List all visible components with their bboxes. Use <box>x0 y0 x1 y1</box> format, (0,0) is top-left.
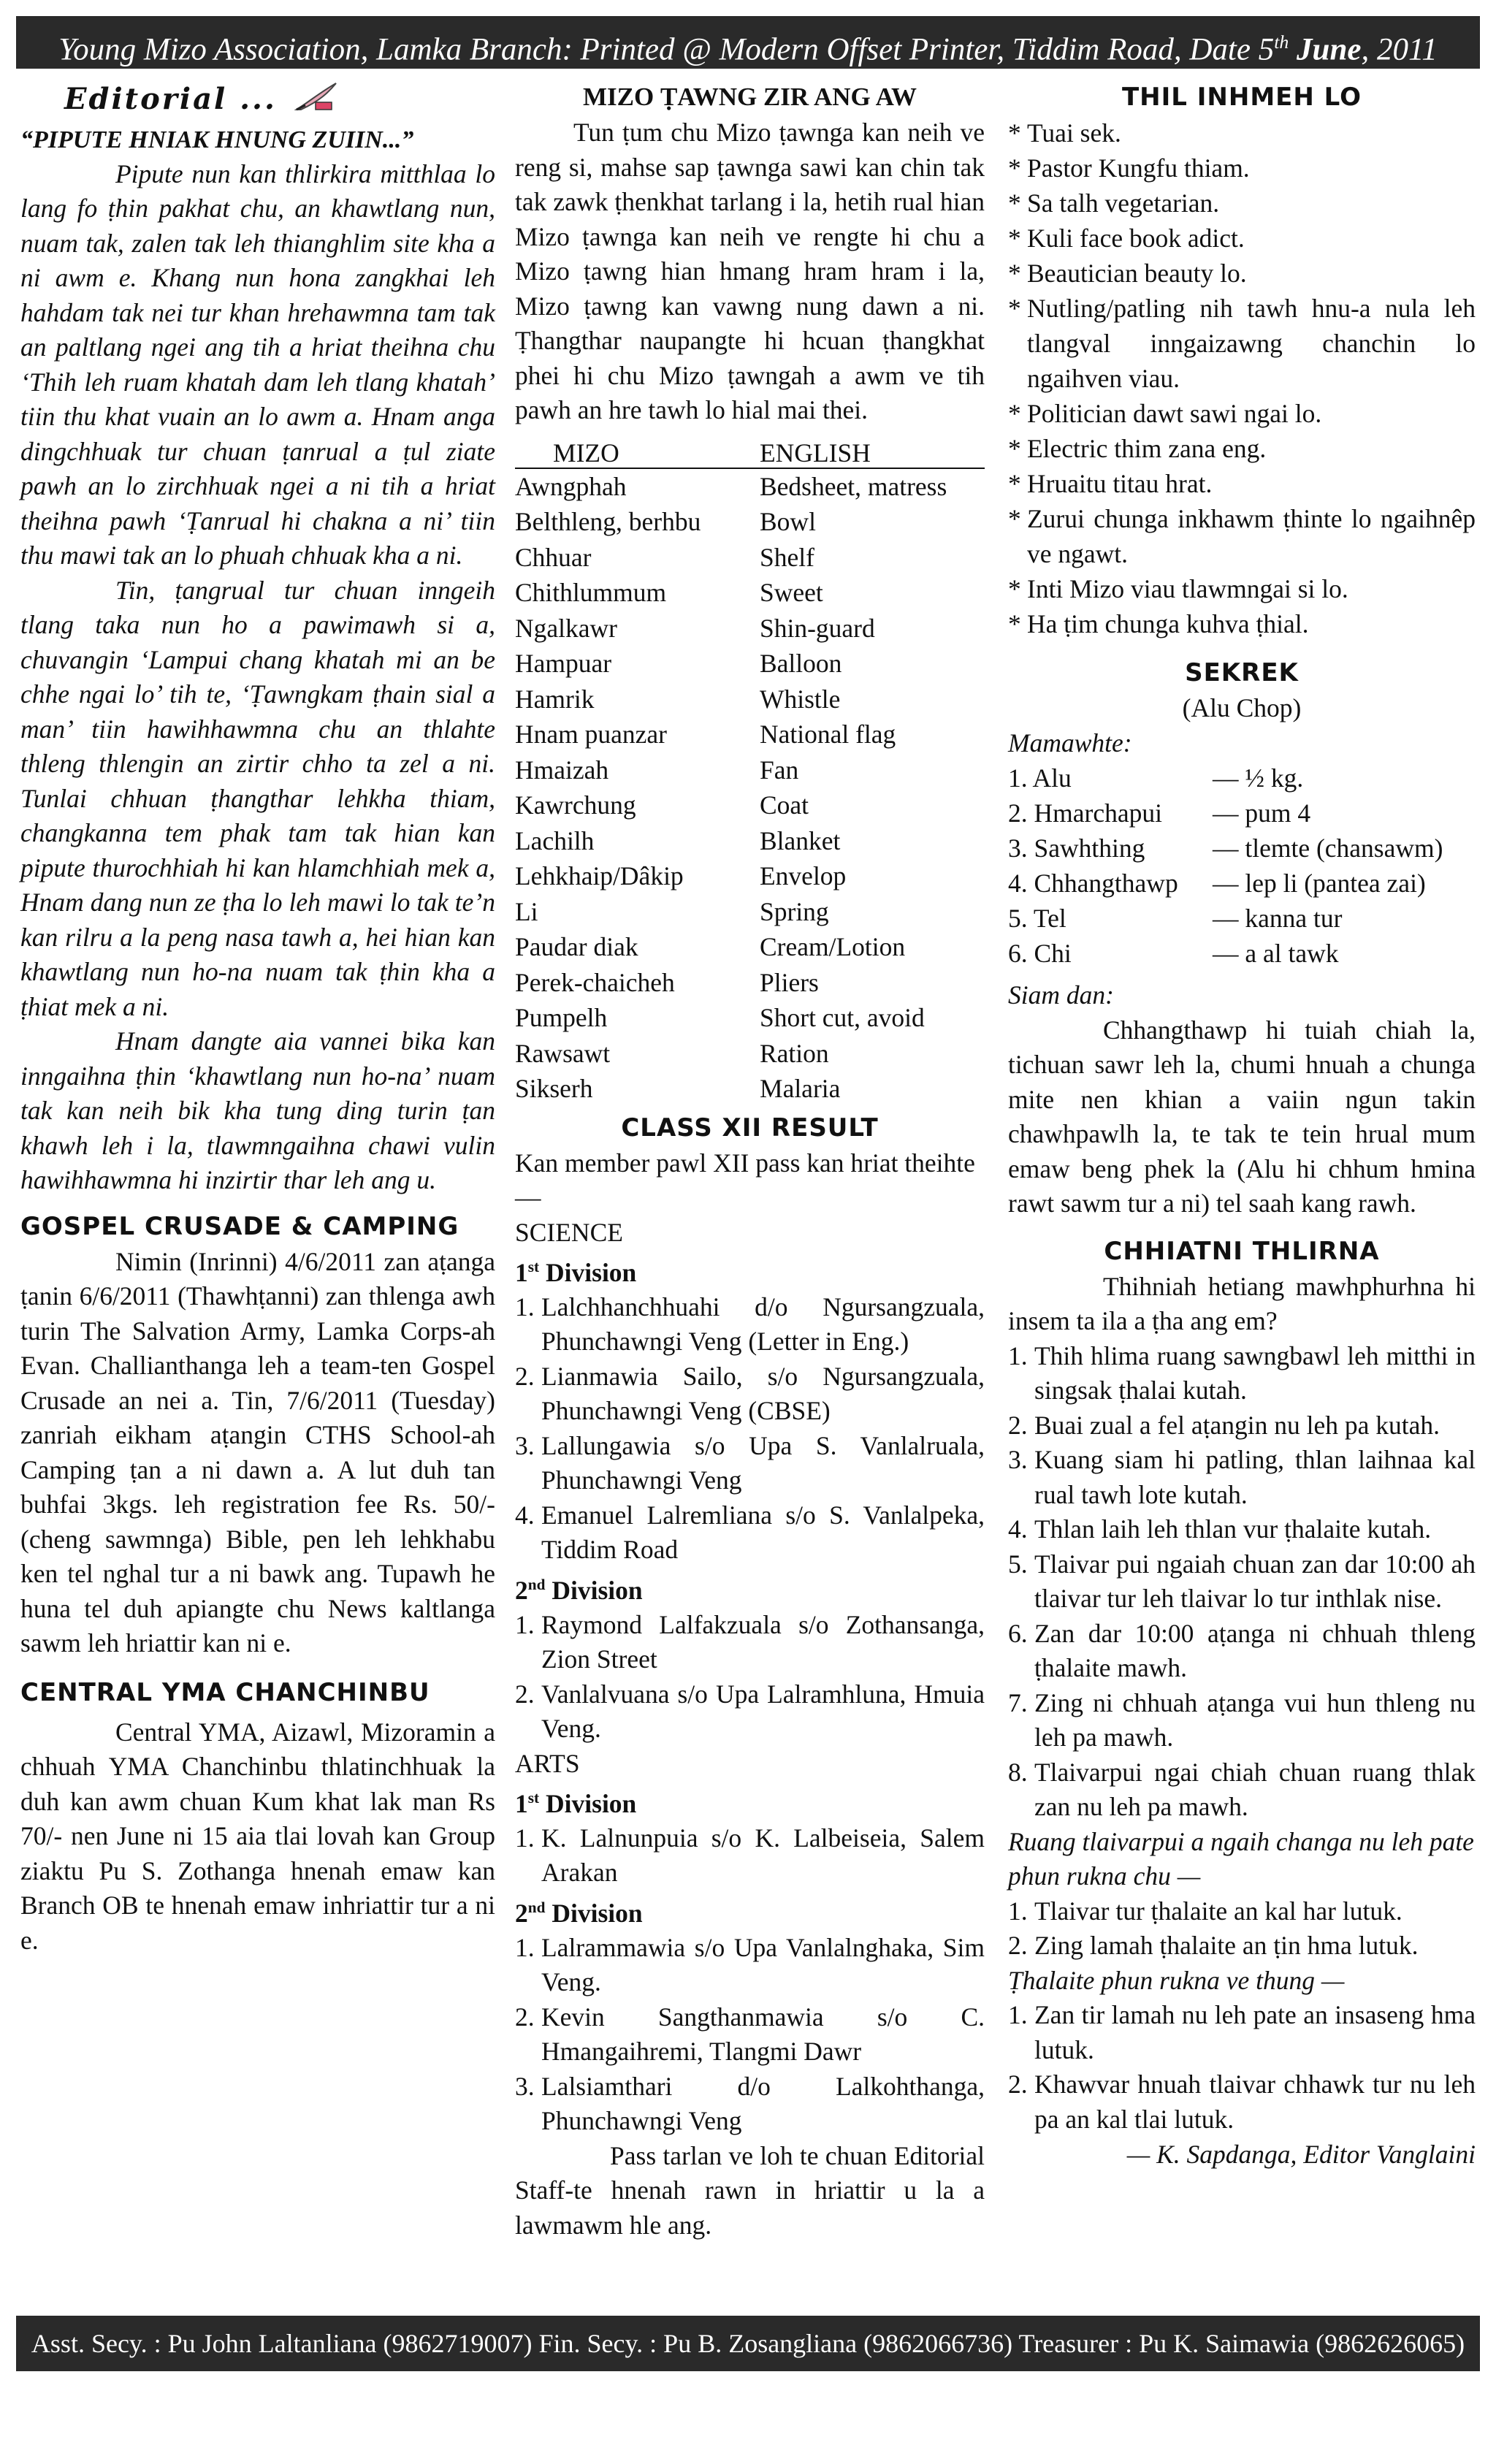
vocab-english: National flag <box>760 720 896 749</box>
list-text: Zan tir lamah nu leh pate an insaseng hma lutuk. <box>1034 2000 1476 2064</box>
list-item <box>1008 221 1476 256</box>
list-item <box>1008 396 1476 431</box>
chhiatni-list <box>1008 1894 1476 1964</box>
ingredient-qty: — lep li (pantea zai) <box>1213 869 1426 898</box>
list-text: Nutling/patling nih tawh hnu-a nula leh tlangval inngaizawng chanchin lo ngaihven viau. <box>1027 294 1476 393</box>
gospel-text: Nimin (Inrinni) 4/6/2011 zan aṭanga ṭanin 6/6/2011 (Thawhṭanni) zan thlenga awh turin The Salvation Army, Lamka Corps-ah Evan. Challianthanga leh a team-ten Gospel Crusade an nei a. Tin, 7/6/2011 (Tuesday) zanriah eikham aṭangin CTHS School-ah Camping ṭan a ni dawn a. A lut duh tan buhfai 3kgs. leh registration fee Rs. 50/- (cheng sawmnga) Bible, pen leh lehkhabu ken tel nghal tur a ni bawk ang. Tupawh he huna tel duh apiangte chu News kaltlanga sawm leh hriattir kan ni e. <box>20 1246 495 1658</box>
list-item <box>515 1498 985 1568</box>
vocab-row <box>515 575 985 611</box>
masthead-month: June <box>1297 32 1362 67</box>
list-item <box>1008 1686 1476 1755</box>
result-outro: Pass tarlan ve loh te chuan Editorial Staff-te hnenah rawn in hriattir u la a lawmawm hle ang. <box>515 2140 985 2240</box>
editorial-title: “PIPUTE HNIAK HNUNG ZUIIN...” <box>20 126 414 153</box>
list-item <box>1008 1755 1476 1825</box>
vocab-english: Shelf <box>760 542 814 572</box>
vocab-english: Bowl <box>760 507 816 536</box>
list-item <box>1008 1998 1476 2067</box>
list-item <box>1008 431 1476 466</box>
vocab-mizo: Hampuar <box>515 649 612 678</box>
column-left <box>20 79 495 1958</box>
list-text: Lalrammawia s/o Upa Vanlalnghaka, Sim Veng. <box>541 1932 985 1997</box>
list-item <box>1008 1617 1476 1686</box>
vocab-mizo: Chithlummum <box>515 578 667 607</box>
column-middle <box>515 79 985 2243</box>
science-division-2-list <box>515 1608 985 1747</box>
asterisk-bullet: * <box>1008 469 1021 498</box>
chhiatni-note: Ruang tlaivarpui a ngaih changa nu leh pate phun rukna chu — <box>1008 1826 1474 1891</box>
list-item <box>1008 1408 1476 1443</box>
list-text: Vanlalvuana s/o Upa Lalramhluna, Hmuia Veng. <box>541 1679 985 1744</box>
mamawhte-label: Mamawhte: <box>1008 728 1132 758</box>
list-item <box>515 1931 985 2000</box>
vocab-english: Balloon <box>760 649 842 678</box>
sekrek-method: Chhangthawp hi tuiah chiah la, tichuan sawr leh la, chumi hnuah a chunga mite nen khian a vaiin ngun takin chawhpawlh la, te tak te tein hrual mum emaw beng phek la (Alu hi chhum hmina rawt sawm tur a ni) tel saah kang rawh. <box>1008 1015 1476 1218</box>
vocab-row <box>515 752 985 788</box>
list-text: Emanuel Lalremliana s/o S. Vanlalpeka, Tiddim Road <box>541 1500 985 1565</box>
vocab-row <box>515 894 985 930</box>
list-item <box>515 1359 985 1429</box>
vocab-row <box>515 823 985 859</box>
chhiatni-intro: Thihniah hetiang mawhphurhna hi insem ta ila a ṭha ang em? <box>1008 1271 1476 1335</box>
asterisk-bullet: * <box>1008 504 1021 533</box>
list-text: Kevin Sangthanmawia s/o C. Hmangaihremi, Tlangmi Dawr <box>541 2002 985 2067</box>
ingredient-row <box>1008 866 1476 901</box>
editorial-paragraph: Hnam dangte aia vannei bika kan inngaihna ṭhin ‘khawtlang nun ho-na’ nuam tak kan neih bik kha tung ding turin ṭan khawh leh i la, tlawmngaihna chawi vulin hawihhawmna hi inzirtir thar leh ang u. <box>20 1026 495 1194</box>
list-number: 2. <box>515 1361 535 1391</box>
vocab-english: Cream/Lotion <box>760 932 906 961</box>
list-text: Lianmawia Sailo, s/o Ngursangzuala, Phunchawngi Veng (CBSE) <box>541 1361 985 1426</box>
masthead-band <box>16 16 1480 69</box>
result-heading: CLASS XII RESULT <box>621 1113 879 1143</box>
arts-label: ARTS <box>515 1748 580 1778</box>
mizo-heading: MIZO ṬAWNG ZIR ANG AW <box>582 83 917 111</box>
list-item <box>1008 466 1476 501</box>
list-item <box>1008 291 1476 396</box>
chhiatni-list <box>1008 1339 1476 1825</box>
list-item <box>1008 186 1476 221</box>
chhiatni-list <box>1008 1998 1476 2137</box>
result-intro: Kan member pawl XII pass kan hriat theihte — <box>515 1148 975 1212</box>
sekrek-heading: SEKREK <box>1185 658 1299 687</box>
central-text: Central YMA, Aizawl, Mizoramin a chhuah YMA Chanchinbu thlatinchhuak la duh kan awm chuan Kum khat lak man Rs 70/- nen June ni 15 aia tlai lovah kan Group ziaktu Pu S. Zothanga hnenah emaw kan Branch OB te hnenah emaw inhriattir tur a ni e. <box>20 1717 495 1955</box>
list-text: Thlan laih leh thlan vur ṭhalaite kutah. <box>1034 1514 1432 1544</box>
vocab-table <box>515 438 985 1107</box>
asterisk-bullet: * <box>1008 259 1021 288</box>
vocab-row <box>515 611 985 646</box>
list-item <box>1008 1339 1476 1408</box>
ingredient-row <box>1008 831 1476 866</box>
list-text: Tlaivar pui ngaiah chuan zan dar 10:00 ah tlaivar tur leh tlaivar lo tur inthlak nise. <box>1034 1549 1476 1613</box>
list-item <box>1008 115 1476 150</box>
list-item <box>515 1608 985 1677</box>
vocab-mizo: Pumpelh <box>515 1003 608 1032</box>
list-number: 2. <box>1008 2070 1028 2099</box>
vocab-row <box>515 1036 985 1072</box>
thil-list <box>1008 115 1476 641</box>
arts-division-1-list <box>515 1821 985 1891</box>
list-number: 3. <box>515 2071 535 2101</box>
list-number: 5. <box>1008 1549 1028 1579</box>
vocab-mizo: Hnam puanzar <box>515 720 667 749</box>
ingredient-name: 3. Sawhthing <box>1008 834 1145 863</box>
list-item <box>1008 606 1476 641</box>
list-number: 1. <box>1008 2000 1028 2029</box>
vocab-english: Whistle <box>760 684 841 714</box>
mizo-text: Tun ṭum chu Mizo ṭawnga kan neih ve reng si, mahse sap ṭawnga sawi kan chin tak tak zawk ṭhenkhat tarlang i la, hetih rual hian Mizo ṭawnga kan neih ve rengte hi chu a Mizo ṭawng hian hmang hram hram i la, Mizo ṭawng kan vawng nung dawn a ni. Ṭhangthar naupangte hi hcuan ṭhangkhat phei hi chu Mizo ṭawngah a awm ve tih pawh an hre tawh lo hial mai thei. <box>515 118 985 424</box>
ingredient-qty: — tlemte (chansawm) <box>1213 834 1443 863</box>
list-number: 3. <box>515 1430 535 1460</box>
vocab-mizo: Li <box>515 896 538 926</box>
list-text: Raymond Lalfakzuala s/o Zothansanga, Zion Street <box>541 1609 985 1674</box>
vocab-english: Short cut, avoid <box>760 1003 925 1032</box>
vocab-row <box>515 929 985 965</box>
central-heading: CENTRAL YMA CHANCHINBU <box>20 1677 430 1707</box>
list-text: Hruaitu titau hrat. <box>1027 469 1213 498</box>
vocab-english: Fan <box>760 755 799 785</box>
list-text: Ha ṭim chunga kuhva ṭhial. <box>1027 609 1309 638</box>
list-text: Kuli face book adict. <box>1027 224 1245 253</box>
list-item <box>1008 1443 1476 1512</box>
gospel-heading: GOSPEL CRUSADE & CAMPING <box>20 1211 459 1241</box>
list-item <box>1008 1547 1476 1617</box>
list-number: 6. <box>1008 1618 1028 1648</box>
asterisk-bullet: * <box>1008 153 1021 183</box>
masthead-post: , 2011 <box>1361 32 1438 67</box>
list-number: 7. <box>1008 1687 1028 1717</box>
asterisk-bullet: * <box>1008 118 1021 148</box>
list-item <box>1008 2067 1476 2137</box>
asterisk-bullet: * <box>1008 609 1021 638</box>
vocab-mizo: Belthleng, berhbu <box>515 507 701 536</box>
vocab-col-english: ENGLISH <box>760 438 985 468</box>
division-label: 1st Division <box>515 1788 637 1818</box>
division-label: 2nd Division <box>515 1898 643 1928</box>
ingredient-name: 6. Chi <box>1008 939 1072 968</box>
asterisk-bullet: * <box>1008 574 1021 603</box>
science-label: SCIENCE <box>515 1217 623 1247</box>
list-item <box>515 1290 985 1359</box>
list-text: Buai zual a fel aṭangin nu leh pa kutah. <box>1034 1410 1440 1440</box>
list-number: 2. <box>515 1679 535 1709</box>
vocab-mizo: Awngphah <box>515 471 627 501</box>
vocab-row <box>515 646 985 682</box>
list-item <box>515 2000 985 2070</box>
list-text: Zing lamah ṭhalaite an ṭin hma lutuk. <box>1034 1931 1419 1960</box>
list-text: Politician dawt sawi ngai lo. <box>1027 399 1322 428</box>
column-right <box>1008 79 1476 2172</box>
asterisk-bullet: * <box>1008 294 1021 323</box>
masthead-sup: th <box>1274 31 1289 53</box>
list-number: 3. <box>1008 1445 1028 1474</box>
signature: — K. Sapdanga, Editor Vanglaini <box>1126 2140 1476 2169</box>
vocab-english: Blanket <box>760 825 841 855</box>
list-text: K. Lalnunpuia s/o K. Lalbeiseia, Salem Arakan <box>541 1823 985 1888</box>
vocab-row <box>515 858 985 894</box>
ingredient-row <box>1008 901 1476 936</box>
division-label: 2nd Division <box>515 1575 643 1605</box>
ingredient-qty: — pum 4 <box>1213 798 1311 828</box>
list-text: Zing ni chhuah aṭanga vui hun thleng nu leh pa mawh. <box>1034 1687 1476 1752</box>
asterisk-bullet: * <box>1008 399 1021 428</box>
vocab-english: Shin-guard <box>760 613 875 643</box>
asterisk-bullet: * <box>1008 224 1021 253</box>
list-number: 1. <box>515 1609 535 1639</box>
vocab-mizo: Sikserh <box>515 1074 593 1103</box>
list-number: 1. <box>1008 1340 1028 1370</box>
editorial-paragraph: Pipute nun kan thlirkira mitthlaa lo lang fo ṭhin pakhat chu, an khawtlang nun, nuam tak, zalen tak leh thianghlim site kha a ni awm e. Khang nun hona zangkhai leh hahdam tak nei tur khan hrehawmna tam tak an paltlang ngei ang tih a hriat theihna chu ‘Thih leh ruam khatah dam leh tlang khatah’ tiin thu khat vuain an lo awm a. Hnam anga dingchhuak tur chuan ṭanrual a ṭul ziate pawh an lo zirchhuak ngei a ni tih a hriat theihna pawh ‘Ṭanrual hi chakna a ni’ tiin thu mawi tak an lo phuah chhuak kha a ni. <box>20 159 495 570</box>
list-text: Lalsiamthari d/o Lalkohthanga, Phunchawngi Veng <box>541 2071 985 2136</box>
list-item <box>515 1677 985 1747</box>
vocab-mizo: Kawrchung <box>515 790 636 820</box>
asterisk-bullet: * <box>1008 434 1021 463</box>
list-text: Inti Mizo viau tlawmngai si lo. <box>1027 574 1348 603</box>
list-item <box>1008 571 1476 606</box>
list-number: 4. <box>515 1500 535 1530</box>
list-item <box>1008 1894 1476 1929</box>
list-item <box>1008 256 1476 291</box>
vocab-row <box>515 540 985 576</box>
vocab-english: Bedsheet, matress <box>760 471 947 501</box>
list-item <box>515 1821 985 1891</box>
siam-label: Siam dan: <box>1008 980 1114 1010</box>
vocab-mizo: Lachilh <box>515 825 595 855</box>
ingredient-name: 4. Chhangthawp <box>1008 869 1178 898</box>
vocab-english: Malaria <box>760 1074 841 1103</box>
vocab-mizo: Hmaizah <box>515 755 609 785</box>
ingredient-name: 5. Tel <box>1008 904 1066 933</box>
ingredient-name: 1. Alu <box>1008 763 1072 793</box>
list-item <box>1008 150 1476 186</box>
list-text: Zan dar 10:00 aṭanga ni chhuah thleng ṭhalaite mawh. <box>1034 1618 1476 1682</box>
ingredient-row <box>1008 760 1476 796</box>
ingredient-qty: — kanna tur <box>1213 904 1343 933</box>
quill-pen-icon <box>294 80 340 123</box>
vocab-mizo: Ngalkawr <box>515 613 617 643</box>
vocab-english: Coat <box>760 790 809 820</box>
vocab-row <box>515 468 985 505</box>
ingredient-qty: — a al tawk <box>1213 939 1339 968</box>
editorial-label: Editorial ... <box>64 79 495 123</box>
list-item <box>515 1429 985 1498</box>
list-text: Khawvar hnuah tlaivar chhawk tur nu leh pa an kal tlai lutuk. <box>1034 2070 1476 2134</box>
chhiatni-note: Ṭhalaite phun rukna ve thung — <box>1008 1965 1345 1995</box>
list-item <box>515 2070 985 2139</box>
asterisk-bullet: * <box>1008 188 1021 218</box>
ingredient-row <box>1008 796 1476 831</box>
chhiatni-heading: CHHIATNI THLIRNA <box>1104 1236 1380 1266</box>
division-label: 1st Division <box>515 1257 637 1287</box>
vocab-mizo: Perek-chaicheh <box>515 967 675 997</box>
editorial-label-text: Editorial <box>64 82 228 116</box>
list-text: Zurui chunga inkhawm ṭhinte lo ngaihnêp ve ngawt. <box>1027 504 1476 568</box>
vocab-english: Ration <box>760 1038 829 1068</box>
list-number: 1. <box>515 1823 535 1853</box>
vocab-row <box>515 504 985 540</box>
list-number: 2. <box>1008 1931 1028 1960</box>
vocab-row <box>515 1000 985 1036</box>
vocab-col-mizo: MIZO <box>515 438 760 468</box>
list-number: 4. <box>1008 1514 1028 1544</box>
list-text: Thih hlima ruang sawngbawl leh mitthi in singsak ṭhalai kutah. <box>1034 1340 1476 1405</box>
vocab-row <box>515 682 985 717</box>
list-text: Pastor Kungfu thiam. <box>1027 153 1250 183</box>
list-text: Tlaivarpui ngai chiah chuan ruang thlak zan nu leh pa mawh. <box>1034 1757 1476 1821</box>
science-division-1-list <box>515 1290 985 1568</box>
list-number: 8. <box>1008 1757 1028 1787</box>
vocab-mizo: Lehkhaip/Dâkip <box>515 861 684 890</box>
ingredient-list <box>1008 760 1476 971</box>
vocab-english: Envelop <box>760 861 847 890</box>
vocab-english: Sweet <box>760 578 823 607</box>
vocab-english: Pliers <box>760 967 819 997</box>
list-item <box>1008 501 1476 571</box>
list-text: Tlaivar tur ṭhalaite an kal har lutuk. <box>1034 1896 1402 1926</box>
ingredient-qty: — ½ kg. <box>1213 763 1304 793</box>
arts-division-2-list <box>515 1931 985 2139</box>
vocab-mizo: Hamrik <box>515 684 595 714</box>
list-item <box>1008 1512 1476 1547</box>
list-number: 1. <box>515 1932 535 1962</box>
list-text: Electric thim zana eng. <box>1027 434 1267 463</box>
vocab-mizo: Chhuar <box>515 542 592 572</box>
thil-heading: THIL INHMEH LO <box>1121 83 1362 112</box>
vocab-english: Spring <box>760 896 829 926</box>
list-text: Lallungawia s/o Upa S. Vanlalruala, Phunchawngi Veng <box>541 1430 985 1495</box>
list-number: 1. <box>1008 1896 1028 1926</box>
list-text: Tuai sek. <box>1027 118 1121 148</box>
sekrek-subtitle: (Alu Chop) <box>1182 693 1302 722</box>
vocab-row <box>515 965 985 1001</box>
list-text: Beautician beauty lo. <box>1027 259 1247 288</box>
list-text: Kuang siam hi patling, thlan laihnaa kal rual tawh lote kutah. <box>1034 1445 1476 1509</box>
vocab-row <box>515 787 985 823</box>
editorial-paragraph: Tin, ṭangrual tur chuan inngeih tlang taka nun ho a pawimawh si a, chuvangin ‘Lampui chang khatah mi an be chhe ngai lo’ tih te, ‘Ṭawngkam ṭhain sial a man’ tiin hawihhawmna chu an thlahte thleng thlengin an zirtir chho ta zel a ni. Tunlai chhuan ṭhangthar lehkha thiam, changkanna tem phak tam tak hian kan pipute thurochhiah hi kan hlamchhiah mek a, Hnam dang nun ze ṭha lo leh mawi lo tak te’n kan rilru a la peng nasa tawh a, hei hian kan khawtlang nun ho-na nuam tak ṭhin kha a ṭhiat mek a ni. <box>20 575 495 1021</box>
masthead-pre: Young Mizo Association, Lamka Branch: Printed @ Modern Offset Printer, Tiddim Road, Date 5 <box>58 32 1275 67</box>
vocab-row <box>515 717 985 752</box>
ingredient-row <box>1008 936 1476 971</box>
vocab-mizo: Rawsawt <box>515 1038 611 1068</box>
vocab-row <box>515 1071 985 1107</box>
list-number: 1. <box>515 1292 535 1321</box>
footer-band: Asst. Secy. : Pu John Laltanliana (9862719007) Fin. Secy. : Pu B. Zosangliana (9862066736) Treasurer : Pu K. Saimawia (9862626065) <box>16 2316 1480 2371</box>
list-number: 2. <box>515 2002 535 2032</box>
list-number: 2. <box>1008 1410 1028 1440</box>
list-item <box>1008 1929 1476 1964</box>
list-text: Lalchhanchhuahi d/o Ngursangzuala, Phunchawngi Veng (Letter in Eng.) <box>541 1292 985 1357</box>
vocab-mizo: Paudar diak <box>515 932 638 961</box>
ingredient-name: 2. Hmarchapui <box>1008 798 1162 828</box>
list-text: Sa talh vegetarian. <box>1027 188 1220 218</box>
